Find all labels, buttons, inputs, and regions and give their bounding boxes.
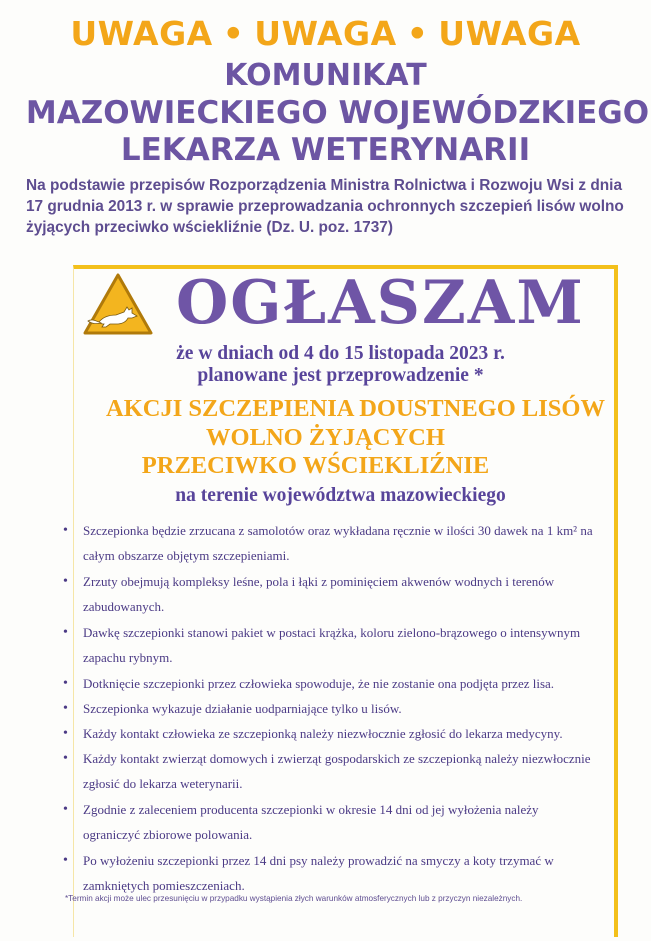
list-item: • Zrzuty obejmują kompleksy leśne, pola i łąki z pominięciem akwenów wodnych i terenów zabudowanych. [60,569,595,619]
action-title-line-1: AKCJI SZCZEPIENIA DOUSTNEGO LISÓW [106,395,605,422]
list-item: • Szczepionka będzie zrzucana z samolotów oraz wykładana ręcznie w ilości 30 dawek na 1 km² na całym obszarze objętym szczepieniami. [60,518,595,568]
list-item: • Dawkę szczepionki stanowi pakiet w postaci krążka, koloru zielono-brązowego o intensywnym zapachu rybnym. [60,620,595,670]
action-title-line-3: PRZECIWKO WŚCIEKLIŹNIE [141,452,490,479]
banner-separator: • [406,14,429,53]
fox-warning-icon [82,272,154,336]
list-item: • Każdy kontakt zwierząt domowych i zwierząt gospodarskich ze szczepionką należy niezwłocznie zgłosić do lekarza weterynarii. [60,746,595,796]
banner-word: UWAGA [70,14,213,53]
legal-basis-text: Na podstawie przepisów Rozporządzenia Ministra Rolnictwa i Rozwoju Wsi z dnia 17 grudnia 2013 r. w sprawie przeprowadzania ochronnych szczepień lisów wolno żyjących przeciwko wściekliźnie (Dz. U. poz. 1737) [26,177,624,236]
banner-separator: • [222,14,245,53]
information-list [60,518,595,898]
banner-word: UWAGA [438,14,581,53]
list-item: • Dotknięcie szczepionki przez człowieka spowoduje, że nie zostanie ona podjęta przez lisa. [60,671,595,696]
list-item: • Szczepionka wykazuje działanie uodparniające tylko u lisów. [60,696,595,721]
announcement-heading: OGŁASZAM [176,268,585,338]
title-line-3: LEKARZA WETERYNARII [120,132,531,168]
region-text: na terenie województwa mazowieckiego [175,485,506,506]
warning-banner [0,14,651,53]
period-line-1: że w dniach od 4 do 15 listopada 2023 r. [176,343,505,364]
banner-word: UWAGA [254,14,397,53]
list-item: • Po wyłożeniu szczepionki przez 14 dni psy należy prowadzić na smyczy a koty trzymać w zamkniętych pomieszczeniach. [60,848,595,898]
list-item: • Każdy kontakt człowieka ze szczepionką należy niezwłocznie zgłosić do lekarza medycyny. [60,721,595,746]
action-title-line-2: WOLNO ŻYJĄCYCH [206,424,445,451]
title-line-1: KOMUNIKAT [224,58,427,93]
footnote: *Termin akcji może ulec przesunięciu w przypadku wystąpienia złych warunków atmosferycznych lub z przyczyn niezależnych. [65,894,523,903]
title-line-2: MAZOWIECKIEGO WOJEWÓDZKIEGO [25,95,650,131]
period-line-2: planowane jest przeprowadzenie * [197,365,484,386]
list-item: • Zgodnie z zaleceniem producenta szczepionki w okresie 14 dni od jej wyłożenia należy ograniczyć zbiorowe polowania. [60,797,595,847]
